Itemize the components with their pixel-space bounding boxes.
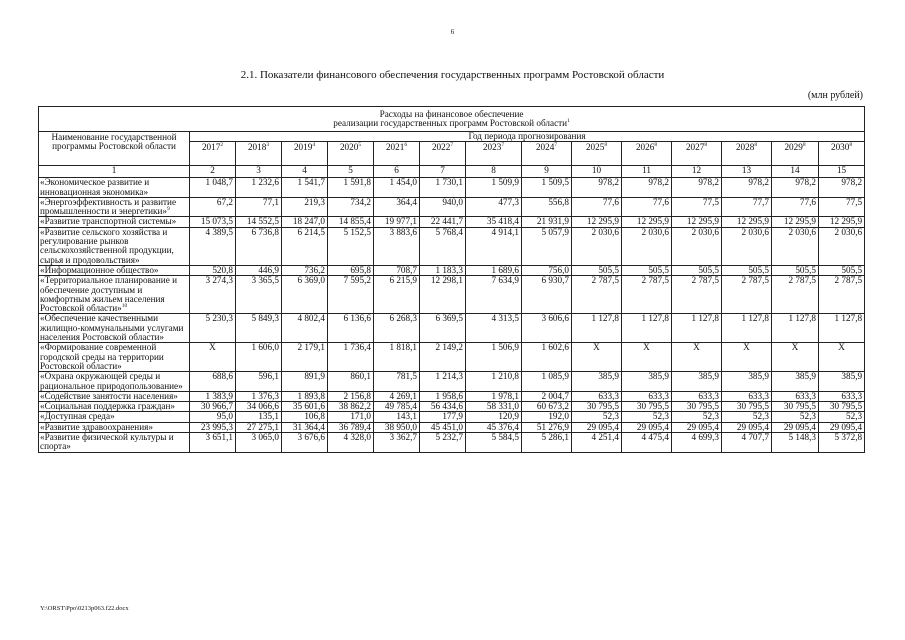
value-cell: 860,1 — [328, 372, 374, 392]
value-cell: 446,9 — [236, 265, 282, 275]
program-name-cell: «Охрана окружающей среды и рациональное природопользование» — [39, 372, 190, 392]
value-cell: 4 269,1 — [374, 391, 420, 401]
value-cell: 5 230,3 — [190, 314, 236, 343]
value-cell: 4 313,5 — [466, 314, 522, 343]
value-cell: 52,3 — [672, 412, 722, 422]
value-cell: 5 584,5 — [466, 433, 522, 453]
value-cell: 1 210,8 — [466, 372, 522, 392]
value-cell: Х — [819, 343, 865, 372]
value-cell: 3 883,6 — [374, 227, 420, 265]
value-cell: 52,3 — [722, 412, 772, 422]
column-number-cell: 14 — [772, 166, 819, 178]
value-cell: 385,9 — [819, 372, 865, 392]
value-cell: Х — [622, 343, 672, 372]
value-cell: 21 931,9 — [522, 217, 572, 227]
value-cell: 171,0 — [328, 412, 374, 422]
value-cell: 756,0 — [522, 265, 572, 275]
page-number: 6 — [450, 28, 455, 36]
value-cell: 633,3 — [722, 391, 772, 401]
value-cell: 5 286,1 — [522, 433, 572, 453]
value-cell: 1 591,8 — [328, 178, 374, 198]
value-cell: 1 454,0 — [374, 178, 420, 198]
value-cell: 1 127,8 — [572, 314, 622, 343]
value-cell: 29 095,4 — [572, 422, 622, 432]
value-cell: 6 736,8 — [236, 227, 282, 265]
year-header: 2025$^8$ — [572, 142, 622, 166]
value-cell: 940,0 — [420, 197, 466, 217]
value-cell: 2 030,6 — [672, 227, 722, 265]
table-row — [39, 412, 865, 422]
value-cell: 1 383,9 — [190, 391, 236, 401]
value-cell: Х — [572, 343, 622, 372]
value-cell: 1 736,4 — [328, 343, 374, 372]
period-header: Год периода прогнозирования — [190, 132, 865, 142]
value-cell: 2 787,5 — [622, 276, 672, 314]
value-cell: 505,5 — [572, 265, 622, 275]
column-number-cell: 3 — [236, 166, 282, 178]
value-cell: 1 509,5 — [522, 178, 572, 198]
column-number-cell: 4 — [282, 166, 328, 178]
value-cell: 12 298,1 — [420, 276, 466, 314]
value-cell: 45 451,0 — [420, 422, 466, 432]
value-cell: 29 095,4 — [722, 422, 772, 432]
units-label: (млн рублей) — [807, 90, 863, 101]
value-cell: 77,6 — [572, 197, 622, 217]
value-cell: 219,3 — [282, 197, 328, 217]
value-cell: 14 552,5 — [236, 217, 282, 227]
value-cell: 5 148,3 — [772, 433, 819, 453]
column-number-cell: 10 — [572, 166, 622, 178]
program-name-cell: «Территориальное планирование и обеспечение доступным и комфортным жильем населения Ростовской области»$^{10}$ — [39, 276, 190, 314]
value-cell: 38 862,2 — [328, 402, 374, 412]
table-row — [39, 197, 865, 217]
value-cell: 4 328,0 — [328, 433, 374, 453]
value-cell: 192,0 — [522, 412, 572, 422]
value-cell: 77,6 — [622, 197, 672, 217]
value-cell: 4 251,4 — [572, 433, 622, 453]
value-cell: 2 787,5 — [819, 276, 865, 314]
value-cell: 477,3 — [466, 197, 522, 217]
value-cell: 505,5 — [722, 265, 772, 275]
value-cell: 3 651,1 — [190, 433, 236, 453]
value-cell: 3 676,6 — [282, 433, 328, 453]
value-cell: 6 930,7 — [522, 276, 572, 314]
table-row — [39, 422, 865, 432]
value-cell: 30 966,7 — [190, 402, 236, 412]
value-cell: 6 214,5 — [282, 227, 328, 265]
year-header: 2023$^7$ — [466, 142, 522, 166]
value-cell: 2 787,5 — [772, 276, 819, 314]
value-cell: 2 030,6 — [622, 227, 672, 265]
value-cell: 35 601,6 — [282, 402, 328, 412]
value-cell: 2 787,5 — [572, 276, 622, 314]
value-cell: 45 376,4 — [466, 422, 522, 432]
value-cell: 736,2 — [282, 265, 328, 275]
value-cell: 58 331,0 — [466, 402, 522, 412]
value-cell: 5 849,3 — [236, 314, 282, 343]
value-cell: 30 795,5 — [672, 402, 722, 412]
value-cell: 1 127,8 — [622, 314, 672, 343]
year-header: 2028$^8$ — [722, 142, 772, 166]
value-cell: 77,5 — [819, 197, 865, 217]
value-cell: 891,9 — [282, 372, 328, 392]
value-cell: 4 802,4 — [282, 314, 328, 343]
value-cell: 2 030,6 — [772, 227, 819, 265]
value-cell: 385,9 — [722, 372, 772, 392]
value-cell: 30 795,5 — [572, 402, 622, 412]
column-number-cell: 9 — [522, 166, 572, 178]
value-cell: 1 214,3 — [420, 372, 466, 392]
value-cell: 633,3 — [572, 391, 622, 401]
table-row — [39, 391, 865, 401]
year-header: 2029$^8$ — [772, 142, 819, 166]
value-cell: 1 506,9 — [466, 343, 522, 372]
value-cell: 4 914,1 — [466, 227, 522, 265]
column-number-cell: 1 — [39, 166, 190, 178]
value-cell: 6 215,9 — [374, 276, 420, 314]
value-cell: 29 095,4 — [819, 422, 865, 432]
value-cell: 505,5 — [672, 265, 722, 275]
name-column-header: Наименование государственной программы Ростовской области — [39, 132, 190, 166]
table-row — [39, 265, 865, 275]
value-cell: 6 369,5 — [420, 314, 466, 343]
value-cell: 5 152,5 — [328, 227, 374, 265]
table-row — [39, 433, 865, 453]
value-cell: 56 434,6 — [420, 402, 466, 412]
value-cell: 2 156,8 — [328, 391, 374, 401]
value-cell: 12 295,9 — [672, 217, 722, 227]
program-name-cell: «Развитие физической культуры и спорта» — [39, 433, 190, 453]
year-header: 2018$^3$ — [236, 142, 282, 166]
value-cell: 29 095,4 — [772, 422, 819, 432]
value-cell: 5 372,8 — [819, 433, 865, 453]
value-cell: 77,6 — [772, 197, 819, 217]
value-cell: 12 295,9 — [622, 217, 672, 227]
column-number-cell: 13 — [722, 166, 772, 178]
value-cell: 1 818,1 — [374, 343, 420, 372]
value-cell: 2 030,6 — [572, 227, 622, 265]
value-cell: 364,4 — [374, 197, 420, 217]
year-header: 2022$^7$ — [420, 142, 466, 166]
value-cell: 12 295,9 — [722, 217, 772, 227]
value-cell: 67,2 — [190, 197, 236, 217]
value-cell: 781,5 — [374, 372, 420, 392]
value-cell: 978,2 — [722, 178, 772, 198]
value-cell: 2 179,1 — [282, 343, 328, 372]
value-cell: 633,3 — [672, 391, 722, 401]
column-number-cell: 2 — [190, 166, 236, 178]
year-header: 2026$^8$ — [622, 142, 672, 166]
value-cell: 520,8 — [190, 265, 236, 275]
column-number-cell: 12 — [672, 166, 722, 178]
value-cell: 978,2 — [622, 178, 672, 198]
value-cell: 1 232,6 — [236, 178, 282, 198]
value-cell: 27 275,1 — [236, 422, 282, 432]
value-cell: 30 795,5 — [819, 402, 865, 412]
file-path-footer: Y:\ORST\Ppo\0213p063.f22.docx — [40, 605, 129, 612]
value-cell: 60 673,2 — [522, 402, 572, 412]
value-cell: 2 004,7 — [522, 391, 572, 401]
value-cell: 505,5 — [819, 265, 865, 275]
value-cell: 7 595,2 — [328, 276, 374, 314]
table-row — [39, 402, 865, 412]
table-row — [39, 314, 865, 343]
value-cell: 35 418,4 — [466, 217, 522, 227]
value-cell: 1 127,8 — [819, 314, 865, 343]
value-cell: 1 509,9 — [466, 178, 522, 198]
value-cell: 22 441,7 — [420, 217, 466, 227]
year-header: 2017$^2$ — [190, 142, 236, 166]
value-cell: 95,0 — [190, 412, 236, 422]
value-cell: 5 768,4 — [420, 227, 466, 265]
value-cell: 4 389,5 — [190, 227, 236, 265]
value-cell: 19 977,1 — [374, 217, 420, 227]
value-cell: 6 136,6 — [328, 314, 374, 343]
value-cell: 106,8 — [282, 412, 328, 422]
value-cell: 734,2 — [328, 197, 374, 217]
value-cell: 3 365,5 — [236, 276, 282, 314]
value-cell: 1 958,6 — [420, 391, 466, 401]
value-cell: Х — [672, 343, 722, 372]
value-cell: 30 795,5 — [772, 402, 819, 412]
value-cell: 978,2 — [819, 178, 865, 198]
year-header: 2027$^8$ — [672, 142, 722, 166]
value-cell: 52,3 — [622, 412, 672, 422]
value-cell: 51 276,9 — [522, 422, 572, 432]
value-cell: 978,2 — [572, 178, 622, 198]
value-cell: 14 855,4 — [328, 217, 374, 227]
value-cell: 34 066,6 — [236, 402, 282, 412]
value-cell: 5 057,9 — [522, 227, 572, 265]
value-cell: 29 095,4 — [622, 422, 672, 432]
value-cell: 77,1 — [236, 197, 282, 217]
value-cell: 135,1 — [236, 412, 282, 422]
value-cell: 708,7 — [374, 265, 420, 275]
column-number-cell: 5 — [328, 166, 374, 178]
value-cell: 385,9 — [772, 372, 819, 392]
financing-table — [38, 106, 865, 453]
value-cell: 978,2 — [672, 178, 722, 198]
value-cell: 1 689,6 — [466, 265, 522, 275]
section-title: 2.1. Показатели финансового обеспечения государственных программ Ростовской области — [240, 69, 665, 81]
value-cell: 505,5 — [772, 265, 819, 275]
value-cell: 12 295,9 — [772, 217, 819, 227]
program-name-cell: «Энергоэффективность и развитие промышленности и энергетики»$^9$ — [39, 197, 190, 217]
value-cell: 2 787,5 — [722, 276, 772, 314]
value-cell: 978,2 — [772, 178, 819, 198]
value-cell: 1 978,1 — [466, 391, 522, 401]
value-cell: 1 602,6 — [522, 343, 572, 372]
value-cell: 2 030,6 — [722, 227, 772, 265]
value-cell: 633,3 — [622, 391, 672, 401]
value-cell: 5 232,7 — [420, 433, 466, 453]
program-name-cell: «Информационное общество» — [39, 265, 190, 275]
value-cell: 36 789,4 — [328, 422, 374, 432]
value-cell: 3 606,6 — [522, 314, 572, 343]
value-cell: 30 795,5 — [622, 402, 672, 412]
value-cell: 12 295,9 — [572, 217, 622, 227]
value-cell: 505,5 — [622, 265, 672, 275]
value-cell: 30 795,5 — [722, 402, 772, 412]
value-cell: Х — [722, 343, 772, 372]
value-cell: 1 541,7 — [282, 178, 328, 198]
value-cell: 2 149,2 — [420, 343, 466, 372]
table-row — [39, 227, 865, 265]
value-cell: 385,9 — [622, 372, 672, 392]
column-number-cell: 6 — [374, 166, 420, 178]
value-cell: 633,3 — [819, 391, 865, 401]
program-name-cell: «Доступная среда» — [39, 412, 190, 422]
value-cell: 695,8 — [328, 265, 374, 275]
value-cell: 120,9 — [466, 412, 522, 422]
value-cell: 49 785,4 — [374, 402, 420, 412]
table-row — [39, 276, 865, 314]
table-row — [39, 217, 865, 227]
value-cell: 7 634,9 — [466, 276, 522, 314]
value-cell: 77,5 — [672, 197, 722, 217]
value-cell: 3 065,0 — [236, 433, 282, 453]
value-cell: 1 127,8 — [772, 314, 819, 343]
value-cell: 177,9 — [420, 412, 466, 422]
value-cell: 1 183,3 — [420, 265, 466, 275]
program-name-cell: «Содействие занятости населения» — [39, 391, 190, 401]
year-header: 2020$^5$ — [328, 142, 374, 166]
value-cell: 1 127,8 — [722, 314, 772, 343]
program-name-cell: «Социальная поддержка граждан» — [39, 402, 190, 412]
value-cell: 3 362,7 — [374, 433, 420, 453]
value-cell: 385,9 — [672, 372, 722, 392]
value-cell: 556,8 — [522, 197, 572, 217]
value-cell: 1 048,7 — [190, 178, 236, 198]
program-name-cell: «Развитие здравоохранения» — [39, 422, 190, 432]
table-row — [39, 178, 865, 198]
value-cell: Х — [190, 343, 236, 372]
value-cell: 15 073,5 — [190, 217, 236, 227]
year-header: 2024$^7$ — [522, 142, 572, 166]
value-cell: 2 787,5 — [672, 276, 722, 314]
year-header: 2030$^8$ — [819, 142, 865, 166]
value-cell: 385,9 — [572, 372, 622, 392]
value-cell: 52,3 — [772, 412, 819, 422]
column-number-cell: 8 — [466, 166, 522, 178]
column-number-cell: 7 — [420, 166, 466, 178]
value-cell: 6 369,0 — [282, 276, 328, 314]
value-cell: Х — [772, 343, 819, 372]
value-cell: 6 268,3 — [374, 314, 420, 343]
value-cell: 2 030,6 — [819, 227, 865, 265]
value-cell: 77,7 — [722, 197, 772, 217]
value-cell: 143,1 — [374, 412, 420, 422]
value-cell: 1 893,8 — [282, 391, 328, 401]
value-cell: 18 247,0 — [282, 217, 328, 227]
value-cell: 31 364,4 — [282, 422, 328, 432]
year-header: 2019$^4$ — [282, 142, 328, 166]
value-cell: 3 274,3 — [190, 276, 236, 314]
year-header: 2021$^6$ — [374, 142, 420, 166]
value-cell: 688,6 — [190, 372, 236, 392]
value-cell: 38 950,0 — [374, 422, 420, 432]
value-cell: 1 730,1 — [420, 178, 466, 198]
value-cell: 1 376,3 — [236, 391, 282, 401]
value-cell: 4 707,7 — [722, 433, 772, 453]
program-name-cell: «Развитие транспортной системы» — [39, 217, 190, 227]
column-number-cell: 11 — [622, 166, 672, 178]
value-cell: 4 475,4 — [622, 433, 672, 453]
program-name-cell: «Обеспечение качественными жилищно-коммунальными услугами населения Ростовской области» — [39, 314, 190, 343]
value-cell: 52,3 — [819, 412, 865, 422]
program-name-cell: «Развитие сельского хозяйства и регулирование рынков сельскохозяйственной продукции, сырья и продовольствия» — [39, 227, 190, 265]
value-cell: 52,3 — [572, 412, 622, 422]
value-cell: 596,1 — [236, 372, 282, 392]
value-cell: 1 606,0 — [236, 343, 282, 372]
table-row — [39, 343, 865, 372]
value-cell: 12 295,9 — [819, 217, 865, 227]
program-name-cell: «Формирование современной городской среды на территории Ростовской области» — [39, 343, 190, 372]
value-cell: 4 699,3 — [672, 433, 722, 453]
table-row — [39, 372, 865, 392]
expenses-header: Расходы на финансовое обеспечение реализации государственных программ Ростовской области$^1$ — [39, 107, 865, 132]
column-number-cell: 15 — [819, 166, 865, 178]
value-cell: 23 995,3 — [190, 422, 236, 432]
program-name-cell: «Экономическое развитие и инновационная экономика» — [39, 178, 190, 198]
value-cell: 1 085,9 — [522, 372, 572, 392]
value-cell: 633,3 — [772, 391, 819, 401]
value-cell: 29 095,4 — [672, 422, 722, 432]
value-cell: 1 127,8 — [672, 314, 722, 343]
